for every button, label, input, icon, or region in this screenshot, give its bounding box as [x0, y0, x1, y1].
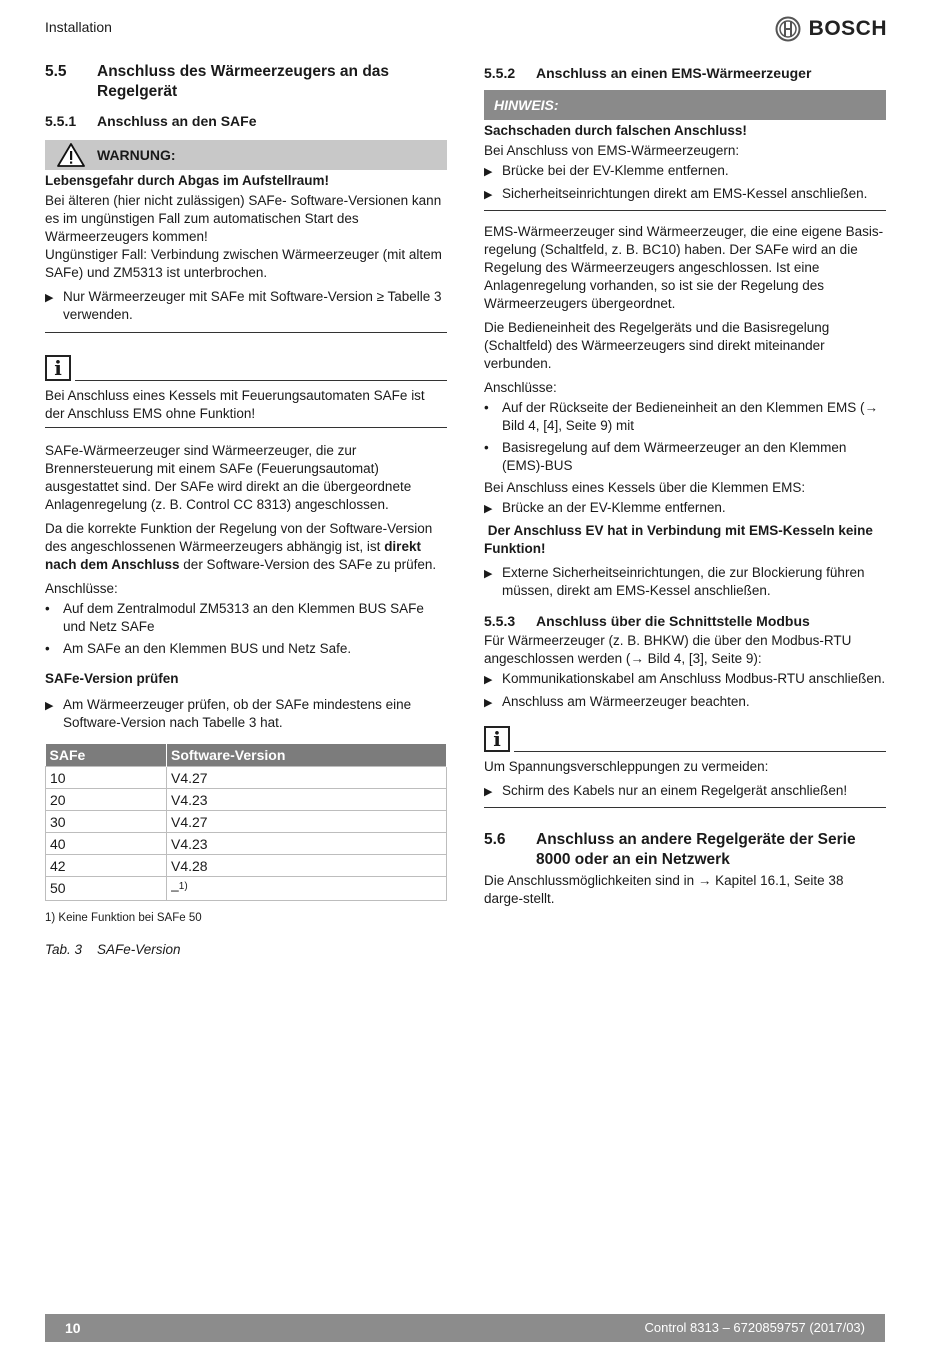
info-action: ▶ Schirm des Kabels nur an einem Regelgerät anschließen! — [484, 782, 886, 803]
warning-headline: Lebensgefahr durch Abgas im Aufstellraum! — [45, 173, 330, 188]
modbus-action: ▶ Anschluss am Wärmeerzeuger beachten. — [484, 693, 886, 712]
left-column — [45, 62, 447, 959]
list-item: • Auf der Rückseite der Bedieneinheit an den Klemmen EMS (→ Bild 4, [4], Seite 9) mit — [484, 400, 878, 433]
heading-5-5: 5.5 Anschluss des Wärmeerzeugers an das Regelgerät — [45, 63, 390, 100]
notice-headline: Sachschaden durch falschen Anschluss! — [484, 123, 747, 138]
page-number: 10 — [65, 1320, 81, 1336]
info-icon: i — [45, 355, 71, 381]
notice-action: ▶ Brücke bei der EV-Klemme entfernen. — [484, 162, 886, 181]
ems-paragraph-1: EMS-Wärmeerzeuger sind Wärmeerzeuger, die eine eigene Basis-regelung (Schaltfeld, z. B. BC10) haben. Der SAFe wird an die Regelung des Wärmeerzeugers angeschlossen. Ist eine Anlagenregelung vorhanden, so ist sie der Regelung des Wärmeerzeugers übergeordnet. — [484, 224, 884, 311]
heading-5-5-1: 5.5.1 Anschluss an den SAFe — [45, 113, 257, 129]
anschluesse-label: Anschlüsse: — [45, 581, 118, 596]
warning-action: ▶ Nur Wärmeerzeuger mit SAFe mit Software-Version ≥ Tabelle 3 verwenden. — [45, 289, 442, 322]
check-action: ▶ Am Wärmeerzeuger prüfen, ob der SAFe mindestens eine Software-Version nach Tabelle 3 hat. — [45, 697, 412, 730]
extern-action: ▶ Externe Sicherheitseinrichtungen, die zur Blockierung führen müssen, direkt am EMS-Kessel anschließen. — [484, 565, 865, 598]
info-line — [75, 380, 447, 381]
ems-paragraph-2: Die Bedieneinheit des Regelgeräts und die Basisregelung (Schaltfeld) des Wärmeerzeugers sind direkt miteinander verbunden. — [484, 320, 830, 371]
list-item: • Am SAFe an den Klemmen BUS und Netz Safe. — [45, 641, 352, 656]
brand-logo — [775, 16, 887, 42]
info-text: Bei Anschluss eines Kessels mit Feuerungsautomaten SAFe ist der Anschluss EMS ohne Funktion! — [45, 388, 425, 421]
notice-action: ▶ Sicherheitseinrichtungen direkt am EMS-Kessel anschließen. — [484, 185, 886, 206]
bruecke-action: ▶ Brücke an der EV-Klemme entfernen. — [484, 499, 886, 518]
warning-label: WARNUNG: — [97, 147, 176, 163]
info-icon: i — [484, 726, 510, 752]
list-item: • Auf dem Zentralmodul ZM5313 an den Klemmen BUS SAFe und Netz SAFe — [45, 601, 424, 634]
table-row: 30 V4.27 — [46, 811, 447, 833]
safe-description: SAFe-Wärmeerzeuger sind Wärmeerzeuger, die zur Brennersteuerung mit einem SAFe (Feuerungsautomat) ausgestattet sind. Der SAFe wird direkt an die übergeordnete Anlagenregelung (z. B. Control CC 8313) angeschlossen. — [45, 443, 412, 512]
action-arrow-icon: ▶ — [45, 700, 54, 712]
table-row: 50 –$^{1)}$ — [46, 877, 447, 901]
column-header: SAFe — [46, 744, 167, 767]
table-row: 40 V4.23 — [46, 833, 447, 855]
page-footer — [45, 1314, 885, 1342]
modbus-paragraph: Für Wärmeerzeuger (z. B. BHKW) die über den Modbus-RTU angeschlossen werden (→ Bild 4, [3], Seite 9): — [484, 633, 852, 666]
action-arrow-icon: ▶ — [484, 697, 493, 709]
ev-note: Der Anschluss EV hat in Verbindung mit EMS-Kesseln keine Funktion! — [484, 523, 877, 556]
subheading-safe-version: SAFe-Version prüfen — [45, 671, 179, 686]
warning-paragraph-2: Ungünstiger Fall: Verbindung zwischen Wärmeerzeuger (mit altem SAFe) und ZM5313 ist unterbrochen. — [45, 247, 442, 280]
footnote-marker: 1) — [178, 881, 188, 892]
document-code: Control 8313 – 6720859757 (2017/03) — [644, 1320, 865, 1335]
table-header-row — [46, 744, 447, 767]
anschluesse-label: Anschlüsse: — [484, 380, 557, 395]
brand-name: BOSCH — [808, 17, 887, 40]
table-row: 10 V4.27 — [46, 767, 447, 789]
divider — [484, 210, 886, 211]
divider — [45, 332, 447, 333]
warning-bar — [45, 140, 447, 170]
s56-paragraph: Die Anschlussmöglichkeiten sind in → Kapitel 16.1, Seite 38 darge-stellt. — [484, 873, 844, 906]
right-column — [484, 64, 886, 914]
heading-5-5-3: 5.5.3 Anschluss über die Schnittstelle Modbus — [484, 613, 810, 629]
table-caption: Tab. 3 SAFe-Version — [45, 941, 181, 957]
info-header — [45, 355, 447, 381]
action-arrow-icon: ▶ — [484, 503, 493, 515]
info-header — [484, 726, 886, 752]
list-item: • Basisregelung auf dem Wärmeerzeuger an den Klemmen (EMS)-BUS — [484, 440, 847, 473]
safe-version-table — [45, 744, 447, 901]
header-section-label: Installation — [45, 19, 112, 35]
info-line — [514, 751, 886, 752]
warning-paragraph-1: Bei älteren (hier nicht zulässigen) SAFe- Software-Versionen kann es im ungünstigen Fall zum automatischen Start des Wärmeerzeugers kommen! — [45, 193, 442, 244]
action-arrow-icon: ▶ — [484, 786, 493, 798]
notice-intro: Bei Anschluss von EMS-Wärmeerzeugern: — [484, 143, 740, 158]
table-row: 42 V4.28 — [46, 855, 447, 877]
kessel-paragraph: Bei Anschluss eines Kessels über die Klemmen EMS: — [484, 480, 806, 495]
action-arrow-icon: ▶ — [484, 189, 493, 201]
table-row: 20 V4.23 — [46, 789, 447, 811]
heading-5-6: 5.6 Anschluss an andere Regelgeräte der Serie 8000 oder an ein Netzwerk — [484, 831, 856, 868]
heading-5-5-2: 5.5.2 Anschluss an einen EMS-Wärmeerzeuger — [484, 65, 812, 81]
column-header: Software-Version — [167, 744, 447, 767]
divider — [45, 427, 447, 428]
action-arrow-icon: ▶ — [484, 568, 493, 580]
info-text: Um Spannungsverschleppungen zu vermeiden: — [484, 759, 769, 774]
modbus-action: ▶ Kommunikationskabel am Anschluss Modbus-RTU anschließen. — [484, 670, 886, 689]
divider — [484, 807, 886, 808]
action-arrow-icon: ▶ — [484, 166, 493, 178]
check-paragraph: Da die korrekte Funktion der Regelung von der Software-Version des angeschlossenen Wärmeerzeugers abhängig ist, ist direkt nach dem Anschluss der Software-Version des SAFe zu prüfen. — [45, 521, 437, 572]
action-arrow-icon: ▶ — [484, 674, 493, 686]
table-footnote: 1) Keine Funktion bei SAFe 50 — [45, 911, 202, 924]
bosch-armature-icon — [775, 16, 801, 42]
action-arrow-icon: ▶ — [45, 292, 54, 304]
notice-bar: HINWEIS: — [484, 90, 886, 120]
warning-triangle-icon — [45, 143, 97, 167]
